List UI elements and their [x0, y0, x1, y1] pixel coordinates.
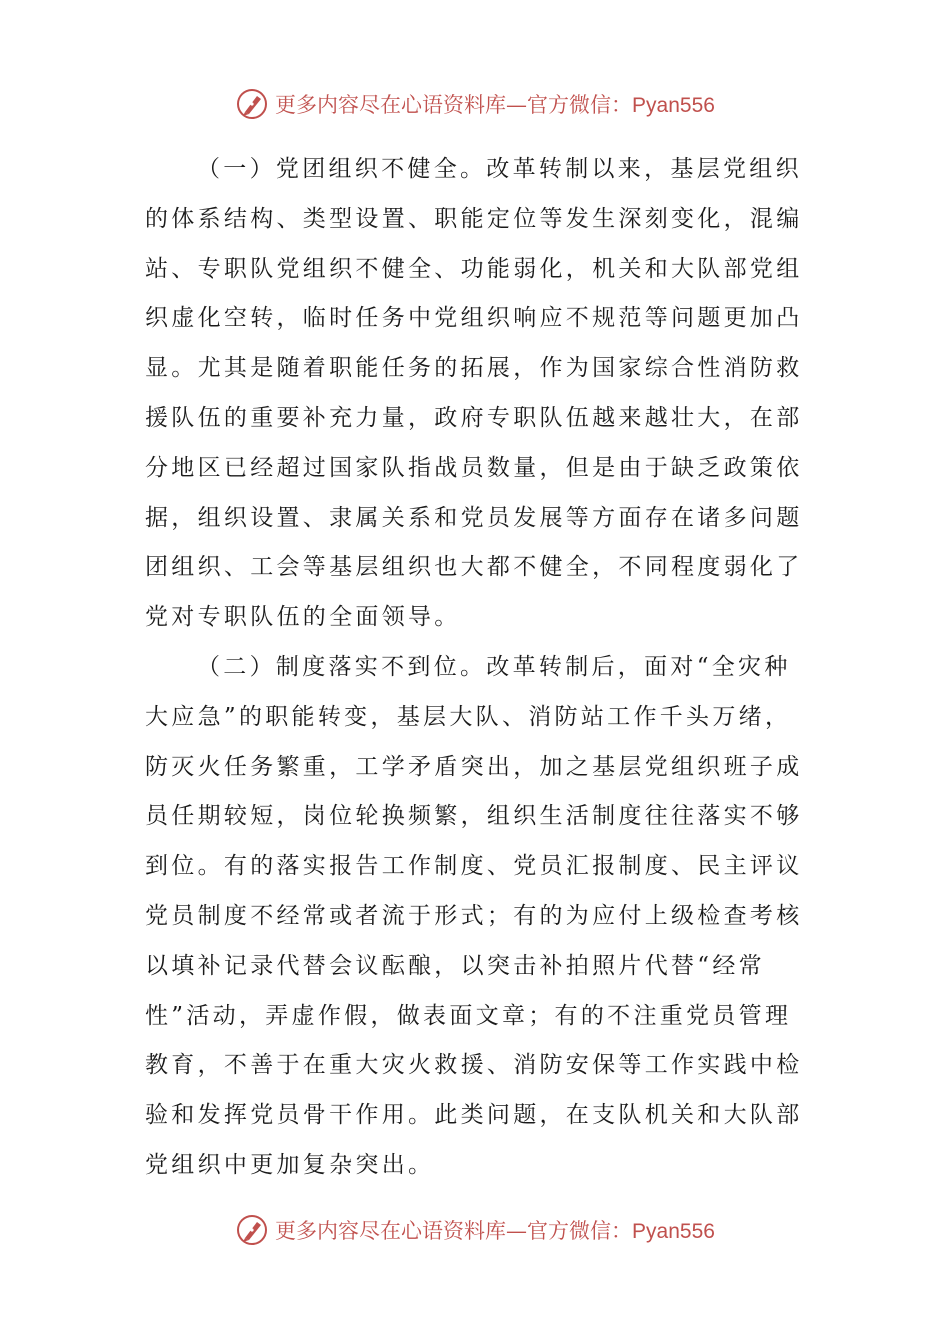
text-line: 的体系结构、类型设置、职能定位等发生深刻变化，混编: [145, 205, 803, 232]
text-line: （一）党团组织不健全。改革转制以来，基层党组织: [197, 156, 802, 182]
text-line: 党组织中更加复杂突出。: [145, 1151, 435, 1178]
text-line: 员任期较短，岗位轮换频繁，组织生活制度往往落实不够: [145, 803, 803, 830]
header-banner: [0, 84, 950, 124]
paragraph-1: [145, 145, 810, 643]
wechat-id: Pyan556: [632, 94, 715, 117]
text-line: 到位。有的落实报告工作制度、党员汇报制度、民主评议: [145, 853, 803, 880]
text-line: 党对专职队伍的全面领导。: [145, 604, 461, 631]
banner-text: 更多内容尽在心语资料库—官方微信：Pyan556: [275, 93, 715, 117]
pen-nib-circle-icon: [235, 1213, 269, 1247]
text-line: 验和发挥党员骨干作用。此类问题，在支队机关和大队部: [145, 1102, 803, 1129]
text-line: 援队伍的重要补充力量，政府专职队伍越来越壮大，在部: [145, 404, 803, 431]
banner-text: 更多内容尽在心语资料库—官方微信：Pyan556: [275, 1219, 715, 1243]
text-line: 大应急”的职能转变，基层大队、消防站工作千头万绪，: [145, 703, 792, 730]
text-line: 性”活动，弄虚作假，做表面文章；有的不注重党员管理: [145, 1002, 792, 1029]
text-line: 团组织、工会等基层组织也大都不健全，不同程度弱化了: [145, 554, 803, 581]
text-line: 织虚化空转，临时任务中党组织响应不规范等问题更加凸: [145, 305, 803, 332]
pen-nib-circle-icon: [235, 87, 269, 121]
text-line: 站、专职队党组织不健全、功能弱化，机关和大队部党组: [145, 255, 803, 282]
document-body: [145, 145, 810, 1191]
text-line: 党员制度不经常或者流于形式；有的为应付上级检查考核: [145, 902, 803, 929]
text-line: 据，组织设置、隶属关系和党员发展等方面存在诸多问题: [145, 504, 803, 531]
text-line: 显。尤其是随着职能任务的拓展，作为国家综合性消防救: [145, 355, 803, 382]
text-line: 教育，不善于在重大灾火救援、消防安保等工作实践中检: [145, 1052, 803, 1079]
text-line: 防灭火任务繁重，工学矛盾突出，加之基层党组织班子成: [145, 753, 803, 780]
text-line: （二）制度落实不到位。改革转制后，面对“全灾种: [197, 653, 791, 680]
paragraph-2: [145, 643, 810, 1191]
footer-banner: [0, 1210, 950, 1250]
wechat-id: Pyan556: [632, 1220, 715, 1243]
text-line: 分地区已经超过国家队指战员数量，但是由于缺乏政策依: [145, 454, 803, 481]
text-line: 以填补记录代替会议酝酿，以突击补拍照片代替“经常: [145, 952, 765, 979]
